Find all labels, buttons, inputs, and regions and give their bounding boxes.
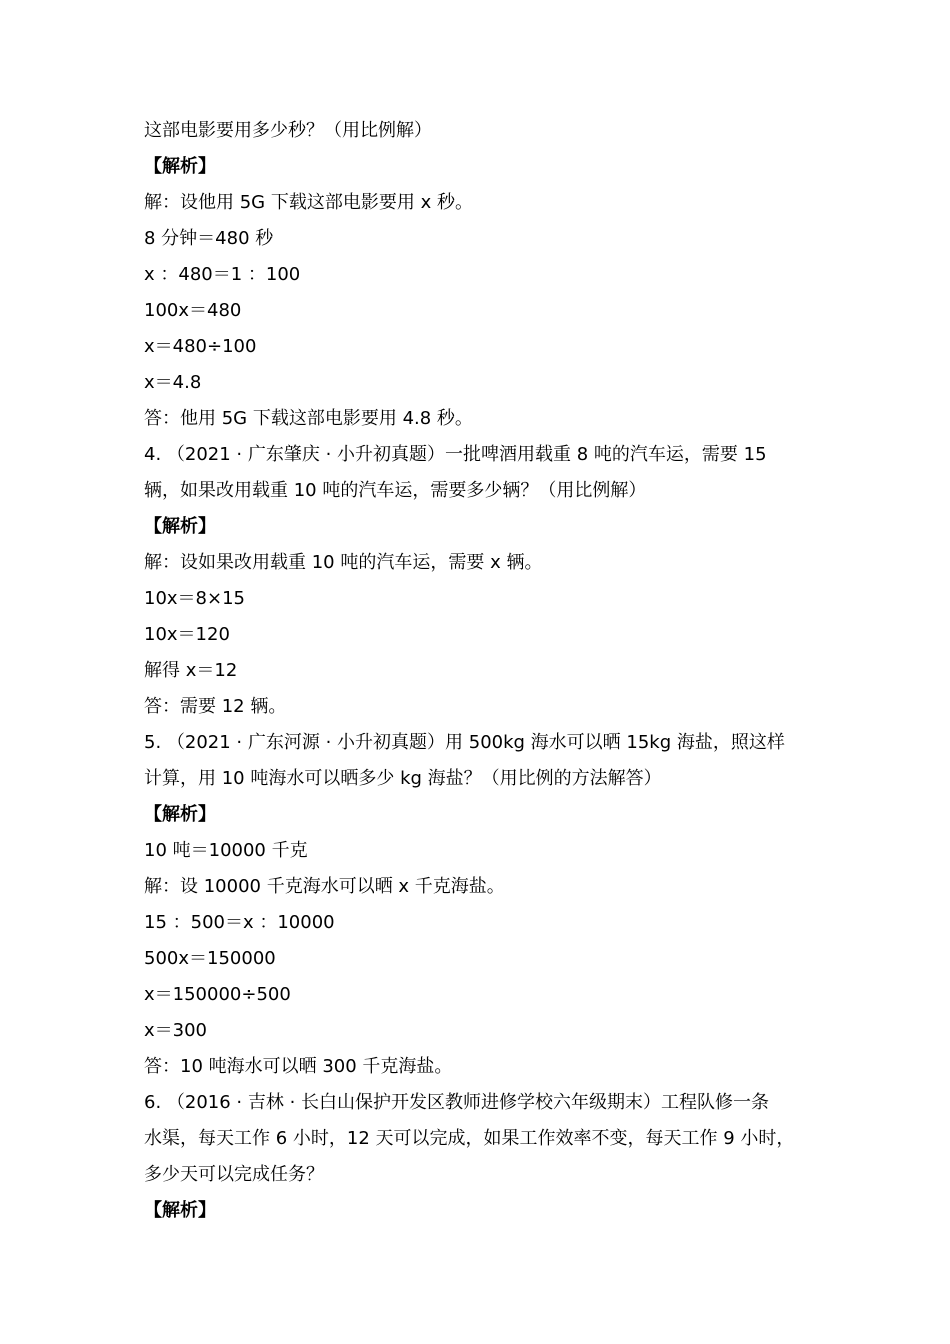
text-line: 100x＝480 xyxy=(144,300,242,321)
text-line: 10x＝120 xyxy=(144,624,230,645)
text-line: 水渠，每天工作 6 小时，12 天可以完成，如果工作效率不变，每天工作 9 小时， xyxy=(144,1128,795,1149)
text-line: 多少天可以完成任务？ xyxy=(144,1164,324,1185)
text-line: x＝300 xyxy=(144,1020,208,1041)
text-line: 解：设 10000 千克海水可以晒 x 千克海盐。 xyxy=(144,876,505,897)
text-line: 计算，用 10 吨海水可以晒多少 kg 海盐？（用比例的方法解答） xyxy=(144,768,662,789)
text-line: 500x＝150000 xyxy=(144,948,276,969)
text-line: 解：设他用 5G 下载这部电影要用 x 秒。 xyxy=(144,192,473,213)
text-line: 解：设如果改用载重 10 吨的汽车运，需要 x 辆。 xyxy=(144,552,543,573)
text-line: x ：480＝1 ：100 xyxy=(144,264,301,285)
text-line: 解得 x＝12 xyxy=(144,660,238,681)
text-line: 8 分钟＝480 秒 xyxy=(144,228,274,249)
text-line: 10x＝8×15 xyxy=(144,588,245,609)
text-line: x＝150000÷500 xyxy=(144,984,291,1005)
text-line: 这部电影要用多少秒？（用比例解） xyxy=(144,120,432,141)
text-line: 答：他用 5G 下载这部电影要用 4.8 秒。 xyxy=(144,408,473,429)
text-line: 6. （2016 · 吉林 · 长白山保护开发区教师进修学校六年级期末）工程队修一条 xyxy=(144,1092,770,1113)
text-line: 10 吨＝10000 千克 xyxy=(144,840,308,861)
text-line: x＝480÷100 xyxy=(144,336,257,357)
text-line: 答：需要 12 辆。 xyxy=(144,696,287,717)
document-body xyxy=(144,113,814,1229)
section-heading-analysis: 【解析】 xyxy=(144,1200,216,1221)
section-heading-analysis: 【解析】 xyxy=(144,156,216,177)
text-line: 15 ：500＝x ：10000 xyxy=(144,912,335,933)
section-heading-analysis: 【解析】 xyxy=(144,516,216,537)
text-line: x＝4.8 xyxy=(144,372,202,393)
section-heading-analysis: 【解析】 xyxy=(144,804,216,825)
text-line: 4. （2021 · 广东肇庆 · 小升初真题）一批啤酒用载重 8 吨的汽车运，需要 15 xyxy=(144,444,767,465)
text-line: 5. （2021 · 广东河源 · 小升初真题）用 500kg 海水可以晒 15kg 海盐，照这样 xyxy=(144,732,785,753)
text-line: 辆，如果改用载重 10 吨的汽车运，需要多少辆？（用比例解） xyxy=(144,480,647,501)
text-line: 答：10 吨海水可以晒 300 千克海盐。 xyxy=(144,1056,453,1077)
